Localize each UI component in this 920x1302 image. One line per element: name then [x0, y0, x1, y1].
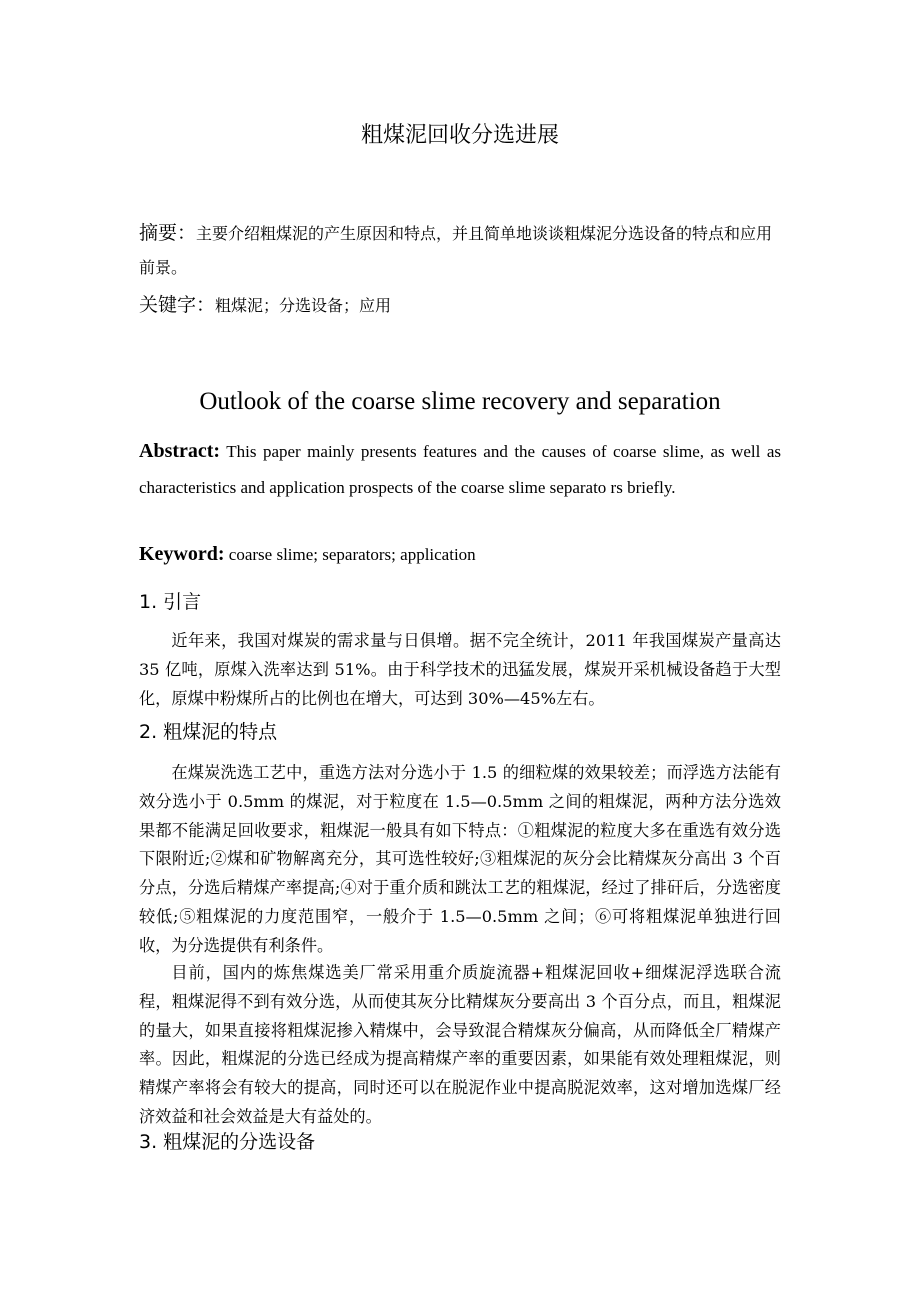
section-heading-introduction: 1. 引言 [139, 591, 202, 613]
abstract-cn-label: 摘要： [139, 222, 197, 244]
section-paragraph: 目前，国内的炼焦煤选美厂常采用重介质旋流器+粗煤泥回收+细煤泥浮选联合流程，粗煤泥得不到有效分选，从而使其灰分比精煤灰分要高出 3 个百分点，而且，粗煤泥的量大，如果直接将粗煤泥掺入精煤中，会导致混合精煤灰分偏高，从而降低全厂精煤产率。因此，粗煤泥的分选已经成为提高精煤产率的重要因素，如果能有效处理粗煤泥，则精煤产率将会有较大的提高，同时还可以在脱泥作业中提高脱泥效率，这对增加选煤厂经济效益和社会效益是大有益处的。 [139, 963, 781, 1126]
section-heading-equipment: 3. 粗煤泥的分选设备 [139, 1131, 316, 1153]
document-title-en: Outlook of the coarse slime recovery and separation [199, 388, 721, 415]
abstract-en [139, 433, 781, 506]
keywords-en [139, 537, 781, 572]
abstract-en-text: This paper mainly presents features and the causes of coarse slime, as well as characteristics and application prospects of the coarse slime separato rs briefly. [139, 442, 781, 497]
keywords-en-label: Keyword: [139, 543, 225, 565]
keywords-cn-text: 粗煤泥；分选设备；应用 [215, 296, 392, 315]
document-title-cn: 粗煤泥回收分选进展 [360, 123, 559, 148]
abstract-cn-text: 主要介绍粗煤泥的产生原因和特点，并且简单地谈谈粗煤泥分选设备的特点和应用前景。 [139, 224, 773, 277]
section-heading-features: 2. 粗煤泥的特点 [139, 721, 278, 743]
keywords-en-text: coarse slime; separators; application [228, 545, 476, 564]
abstract-cn [139, 216, 781, 285]
keywords-cn [139, 289, 781, 322]
keywords-cn-label: 关键字： [139, 294, 216, 316]
abstract-en-label: Abstract: [139, 440, 221, 462]
section-paragraph: 近年来，我国对煤炭的需求量与日俱增。据不完全统计，2011 年我国煤炭产量高达 35 亿吨，原煤入洗率达到 51%。由于科学技术的迅猛发展，煤炭开采机械设备趋于大型化，原煤中粉煤所占的比例也在增大，可达到 30%—45%左右。 [139, 631, 781, 708]
section-paragraph: 在煤炭洗选工艺中，重选方法对分选小于 1.5 的细粒煤的效果较差；而浮选方法能有效分选小于 0.5mm 的煤泥，对于粒度在 1.5—0.5mm 之间的粗煤泥，两种方法分选效果都不能满足回收要求，粗煤泥一般具有如下特点：①粗煤泥的粒度大多在重选有效分选下限附近;②煤和矿物解离充分，其可选性较好;③粗煤泥的灰分会比精煤灰分高出 3 个百分点，分选后精煤产率提高;④对于重介质和跳汰工艺的粗煤泥，经过了排矸后，分选密度较低;⑤粗煤泥的力度范围窄，一般介于 1.5—0.5mm 之间；⑥可将粗煤泥单独进行回收，为分选提供有利条件。 [139, 763, 781, 955]
